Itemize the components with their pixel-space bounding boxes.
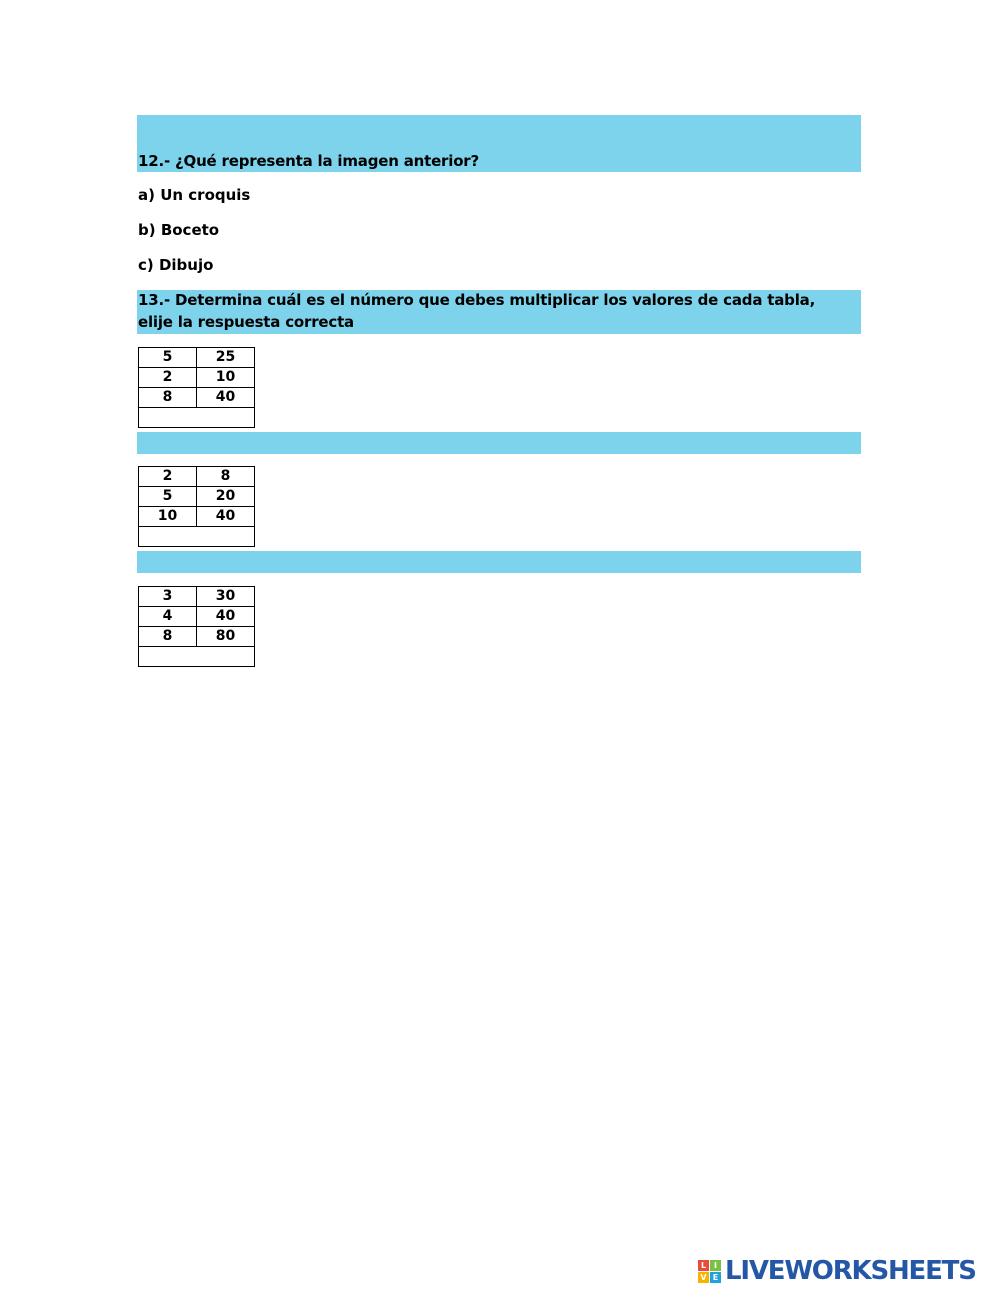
logo-tile: V	[698, 1272, 709, 1283]
question-13-text: 13.- Determina cuál es el número que debes multiplicar los valores de cada tabla, elije la respuesta correcta	[138, 291, 816, 331]
answer-row[interactable]	[139, 527, 255, 547]
option-a[interactable]: a) Un croquis	[138, 186, 251, 204]
table-row	[139, 467, 255, 487]
answer-field-1[interactable]	[139, 408, 255, 428]
table-row	[139, 368, 255, 388]
table-row	[139, 507, 255, 527]
table-cell: 8	[197, 467, 255, 487]
separator-band-1	[137, 432, 861, 454]
table-row	[139, 487, 255, 507]
value-table-2	[138, 466, 255, 547]
answer-row[interactable]	[139, 647, 255, 667]
table-cell: 4	[139, 607, 197, 627]
table-cell: 3	[139, 587, 197, 607]
logo-tile: I	[710, 1260, 721, 1271]
option-c[interactable]: c) Dibujo	[138, 256, 214, 274]
table-cell: 40	[197, 507, 255, 527]
answer-row[interactable]	[139, 408, 255, 428]
table-cell: 5	[139, 348, 197, 368]
value-table-1	[138, 347, 255, 428]
table-cell: 2	[139, 368, 197, 388]
logo-mark-icon	[698, 1260, 721, 1283]
table-cell: 5	[139, 487, 197, 507]
separator-band-2	[137, 551, 861, 573]
answer-field-2[interactable]	[139, 527, 255, 547]
table-row	[139, 348, 255, 368]
table-cell: 40	[197, 388, 255, 408]
table-cell: 10	[139, 507, 197, 527]
table-row	[139, 587, 255, 607]
table-row	[139, 607, 255, 627]
table-cell: 25	[197, 348, 255, 368]
answer-field-3[interactable]	[139, 647, 255, 667]
table-cell: 20	[197, 487, 255, 507]
table-cell: 8	[139, 388, 197, 408]
table-cell: 10	[197, 368, 255, 388]
table-cell: 30	[197, 587, 255, 607]
table-row	[139, 388, 255, 408]
logo-tile: E	[710, 1272, 721, 1283]
table-row	[139, 627, 255, 647]
value-table-3	[138, 586, 255, 667]
option-b[interactable]: b) Boceto	[138, 221, 220, 239]
table-cell: 2	[139, 467, 197, 487]
table-cell: 40	[197, 607, 255, 627]
liveworksheets-logo	[698, 1257, 976, 1285]
logo-text: LIVEWORKSHEETS	[725, 1256, 976, 1286]
logo-tile: L	[698, 1260, 709, 1271]
table-cell: 80	[197, 627, 255, 647]
table-cell: 8	[139, 627, 197, 647]
question-12-text: 12.- ¿Qué representa la imagen anterior?	[138, 152, 479, 170]
